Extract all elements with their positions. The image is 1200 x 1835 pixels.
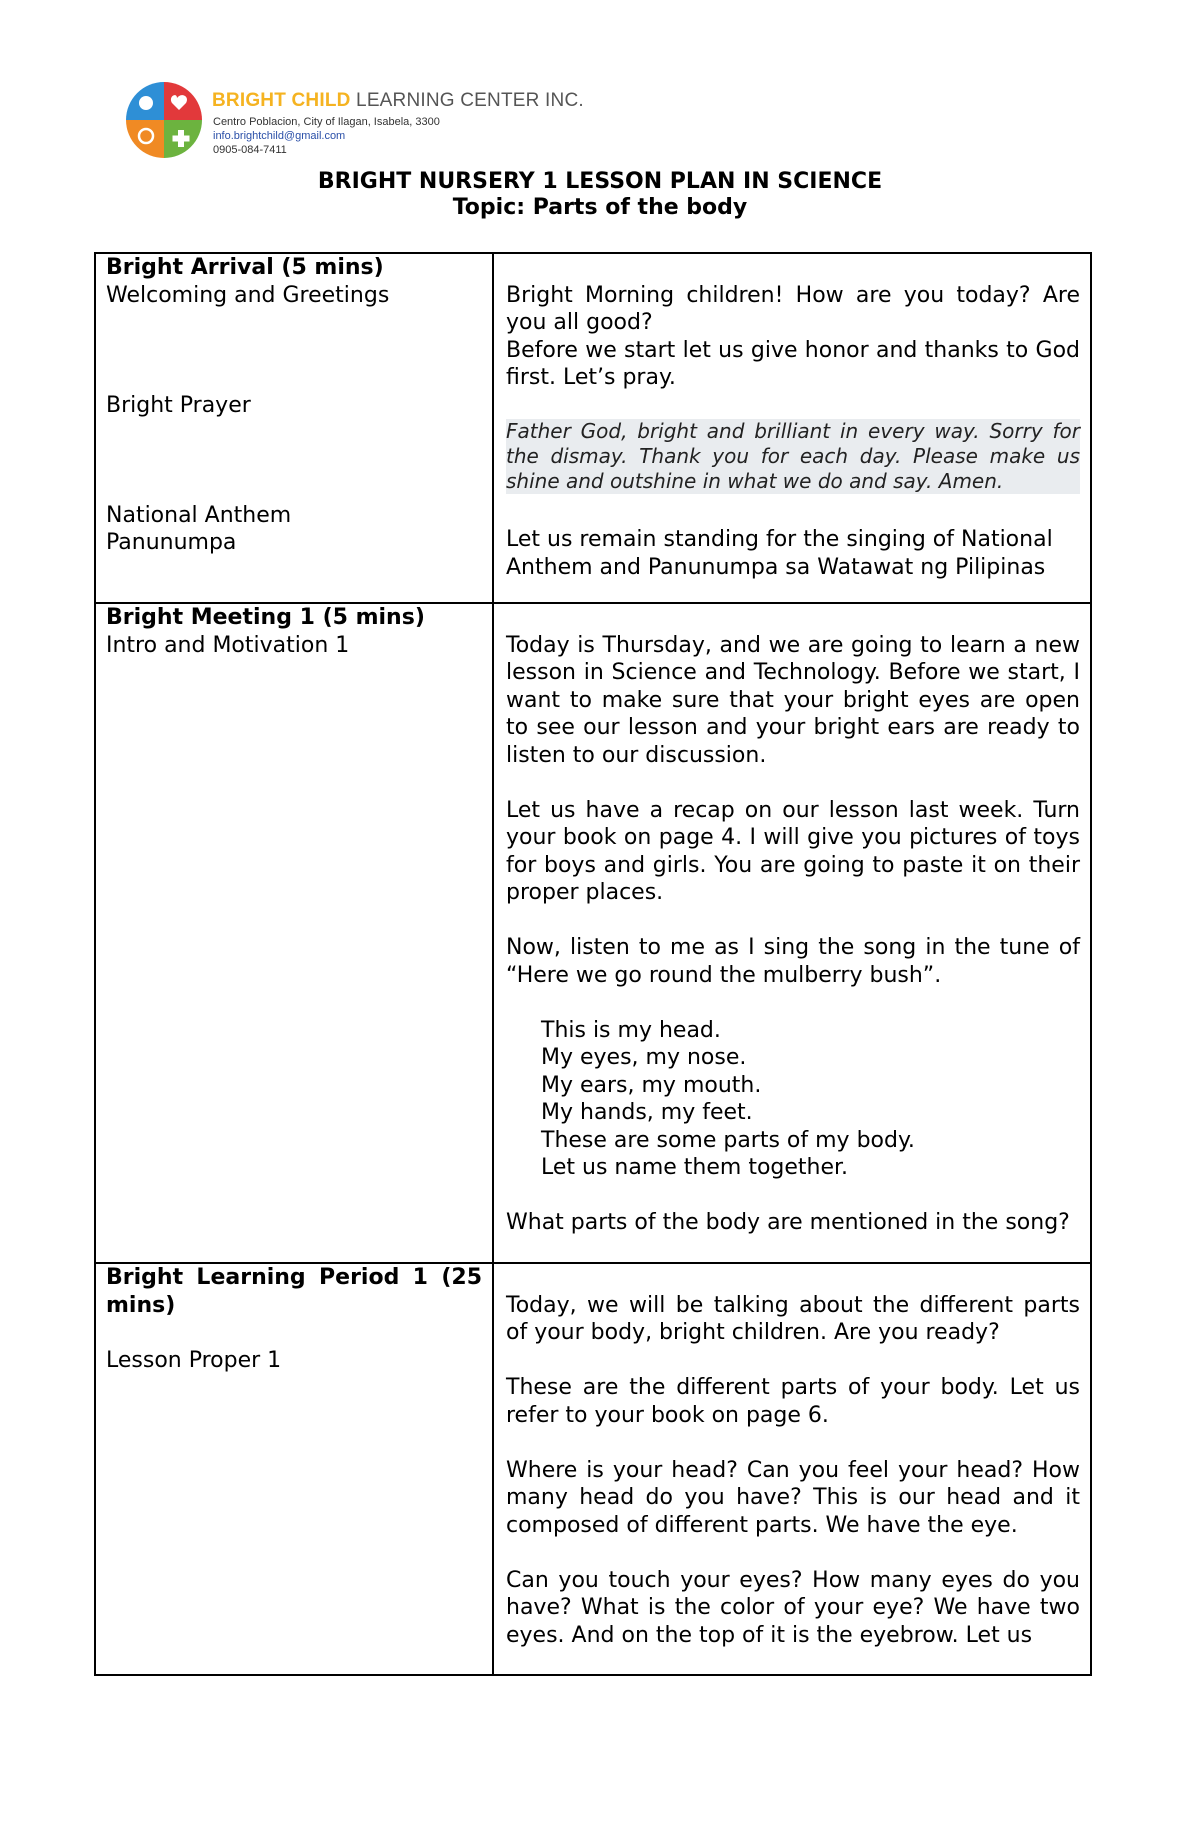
prayer-label: Bright Prayer: [106, 392, 251, 418]
learning-paragraph-3: Where is your head? Can you feel your head? How many head do you have? This is our head and it composed of different parts. We have the eye.: [506, 1457, 1080, 1538]
arrival-right-cell: [493, 253, 1091, 603]
song-line: These are some parts of my body.: [541, 1127, 915, 1153]
learning-left-cell: [95, 1263, 493, 1675]
song-line: Let us name them together.: [541, 1155, 849, 1180]
org-name: BRIGHT CHILD LEARNING CENTER INC.: [212, 90, 584, 111]
lesson-plan-table: [94, 252, 1092, 1676]
page-title: BRIGHT NURSERY 1 LESSON PLAN IN SCIENCE: [317, 169, 883, 194]
song-lyrics: [506, 1017, 1080, 1182]
song-line: My ears, my mouth.: [541, 1072, 762, 1098]
meeting-paragraph-3: Now, listen to me as I sing the song in the tune of “Here we go round the mulberry bush”.: [506, 935, 1080, 988]
learning-heading: Bright Learning Period 1 (25 mins): [106, 1265, 482, 1318]
meeting-label: Intro and Motivation 1: [106, 632, 350, 658]
welcome-label: Welcoming and Greetings: [106, 282, 390, 308]
meeting-paragraph-1: Today is Thursday, and we are going to learn a new lesson in Science and Technology. Before we start, I want to make sure that your bright eyes are open to see our lesson and your bright ears are ready to listen to our discussion.: [506, 632, 1080, 768]
meeting-row: [95, 603, 1091, 1263]
page-topic: Topic: Parts of the body: [452, 195, 748, 220]
anthem-label: National Anthem: [106, 502, 292, 528]
meeting-right-cell: [493, 603, 1091, 1263]
learning-paragraph-2: These are the different parts of your body. Let us refer to your book on page 6.: [506, 1375, 1080, 1428]
org-address: Centro Poblacion, City of Ilagan, Isabela, 3300: [213, 116, 440, 128]
arrival-heading: Bright Arrival (5 mins): [106, 255, 384, 280]
org-phone: 0905-084-7411: [213, 144, 287, 156]
org-email: info.brightchild@gmail.com: [213, 130, 346, 142]
learning-right-cell: [493, 1263, 1091, 1675]
meeting-paragraph-4: What parts of the body are mentioned in the song?: [506, 1210, 1070, 1235]
learning-row: [95, 1263, 1091, 1675]
letterhead: [120, 76, 584, 170]
school-logo: [120, 76, 208, 164]
meeting-left-cell: [95, 603, 493, 1263]
arrival-left-cell: [95, 253, 493, 603]
meeting-heading: Bright Meeting 1 (5 mins): [106, 605, 425, 630]
learning-paragraph-1: Today, we will be talking about the different parts of your body, bright children. Are you ready?: [506, 1292, 1080, 1345]
arrival-row: [95, 253, 1091, 603]
song-line: This is my head.: [541, 1017, 721, 1043]
learning-label: Lesson Proper 1: [106, 1347, 282, 1373]
prayer-text: Father God, bright and brilliant in every way. Sorry for the dismay. Thank you for each day. Please make us shine and outshine in what we do and say. Amen.: [506, 419, 1080, 493]
meeting-paragraph-2: Let us have a recap on our lesson last week. Turn your book on page 4. I will give you pictures of toys for boys and girls. You are going to paste it on their proper places.: [506, 797, 1080, 905]
panunumpa-label: Panunumpa: [106, 530, 237, 555]
before-pray-text: Before we start let us give honor and thanks to God first. Let’s pray.: [506, 337, 1080, 390]
learning-paragraph-4: Can you touch your eyes? How many eyes do you have? What is the color of your eye? We have two eyes. And on the top of it is the eyebrow. Let us: [506, 1567, 1080, 1648]
greeting-text: Bright Morning children! How are you today? Are you all good?: [506, 282, 1080, 335]
song-line: My eyes, my nose.: [541, 1045, 747, 1070]
song-line: My hands, my feet.: [541, 1100, 753, 1125]
anthem-text: Let us remain standing for the singing of National Anthem and Panunumpa sa Watawat ng Pilipinas: [506, 527, 1053, 580]
